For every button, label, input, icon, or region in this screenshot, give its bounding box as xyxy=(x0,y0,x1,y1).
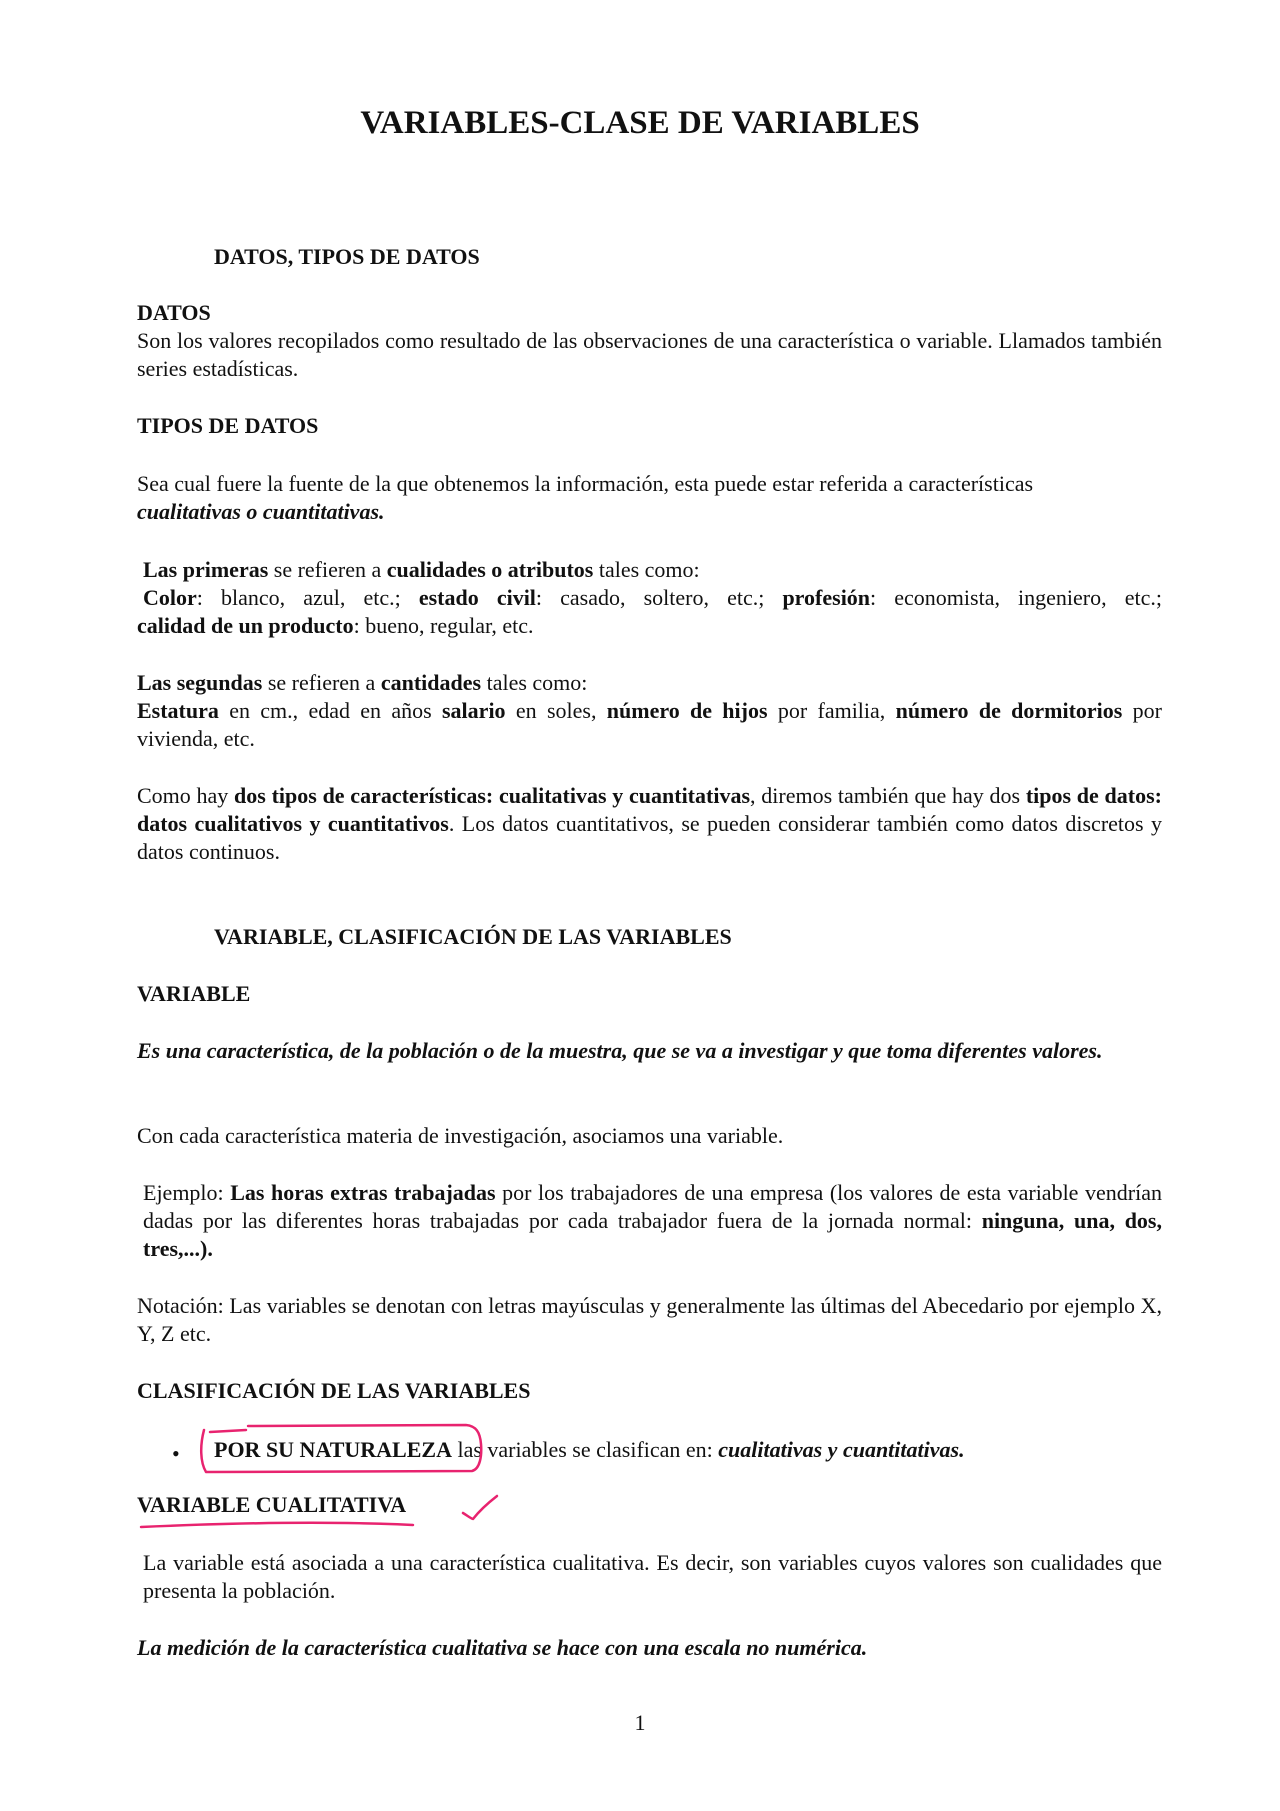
notacion-paragraph: Notación: Las variables se denotan con letras mayúsculas y generalmente las últimas del Abecedario por ejemplo X, Y, Z etc. xyxy=(137,1293,1162,1346)
segundas-examples: Estatura en cm., edad en años salario en soles, número de hijos por familia, número de dormitorios por vivienda, etc. xyxy=(137,698,1162,751)
bullet-naturaleza: POR SU NATURALEZA las variables se clasifican en: cualitativas y cuantitativas. xyxy=(214,1437,965,1462)
tipos-text: Sea cual fuere la fuente de la que obtenemos la información, esta puede estar referida a características cualitativas o cuantitativas. xyxy=(137,471,1034,524)
con-cada-text: Con cada característica materia de investigación, asociamos una variable. xyxy=(137,1123,784,1148)
segundas-paragraph: Las segundas se refieren a cantidades tales como: xyxy=(137,670,588,695)
primeras-examples-cont: calidad de un producto: bueno, regular, etc. xyxy=(137,613,534,638)
datos-text: Son los valores recopilados como resultado de las observaciones de una característica o variable. Llamados también series estadísticas. xyxy=(137,328,1162,381)
como-hay-paragraph: Como hay dos tipos de características: cualitativas y cuantitativas, diremos también que hay dos tipos de datos: datos cualitativos y cuantitativos. Los datos cuantitativos, se pueden considerar también como datos discretos y datos continuos. xyxy=(137,783,1163,864)
section-heading-variable: VARIABLE, CLASIFICACIÓN DE LAS VARIABLES xyxy=(214,924,732,949)
primeras-examples: Color: blanco, azul, etc.; estado civil: casado, soltero, etc.; profesión: economista, ingeniero, etc.; xyxy=(143,585,1162,610)
bullet-symbol: • xyxy=(172,1441,180,1466)
cualitativa-text: La variable está asociada a una característica cualitativa. Es decir, son variables cuyos valores son cualidades que presenta la población. xyxy=(143,1550,1162,1603)
variable-title: VARIABLE xyxy=(137,981,251,1006)
section-heading-datos: DATOS, TIPOS DE DATOS xyxy=(214,244,480,269)
primeras-paragraph: Las primeras se refieren a cualidades o atributos tales como: xyxy=(143,557,700,582)
underline-annotation xyxy=(141,1523,413,1527)
ejemplo-paragraph: Ejemplo: Las horas extras trabajadas por los trabajadores de una empresa (los valores de esta variable vendrían dadas por las diferentes horas trabajadas por cada trabajador fuera de la jornada normal: ninguna, una, dos, tres,...). xyxy=(143,1180,1162,1261)
medicion-text: La medición de la característica cualitativa se hace con una escala no numérica. xyxy=(137,1635,868,1660)
variable-definition: Es una característica, de la población o de la muestra, que se va a investigar y que toma diferentes valores. xyxy=(137,1038,1103,1063)
datos-title: DATOS xyxy=(137,300,211,325)
cualitativa-title: VARIABLE CUALITATIVA xyxy=(137,1492,407,1517)
tipos-title: TIPOS DE DATOS xyxy=(137,413,319,438)
page-number: 1 xyxy=(634,1710,646,1735)
page-title: VARIABLES-CLASE DE VARIABLES xyxy=(360,105,920,141)
clasificacion-title: CLASIFICACIÓN DE LAS VARIABLES xyxy=(137,1378,531,1403)
